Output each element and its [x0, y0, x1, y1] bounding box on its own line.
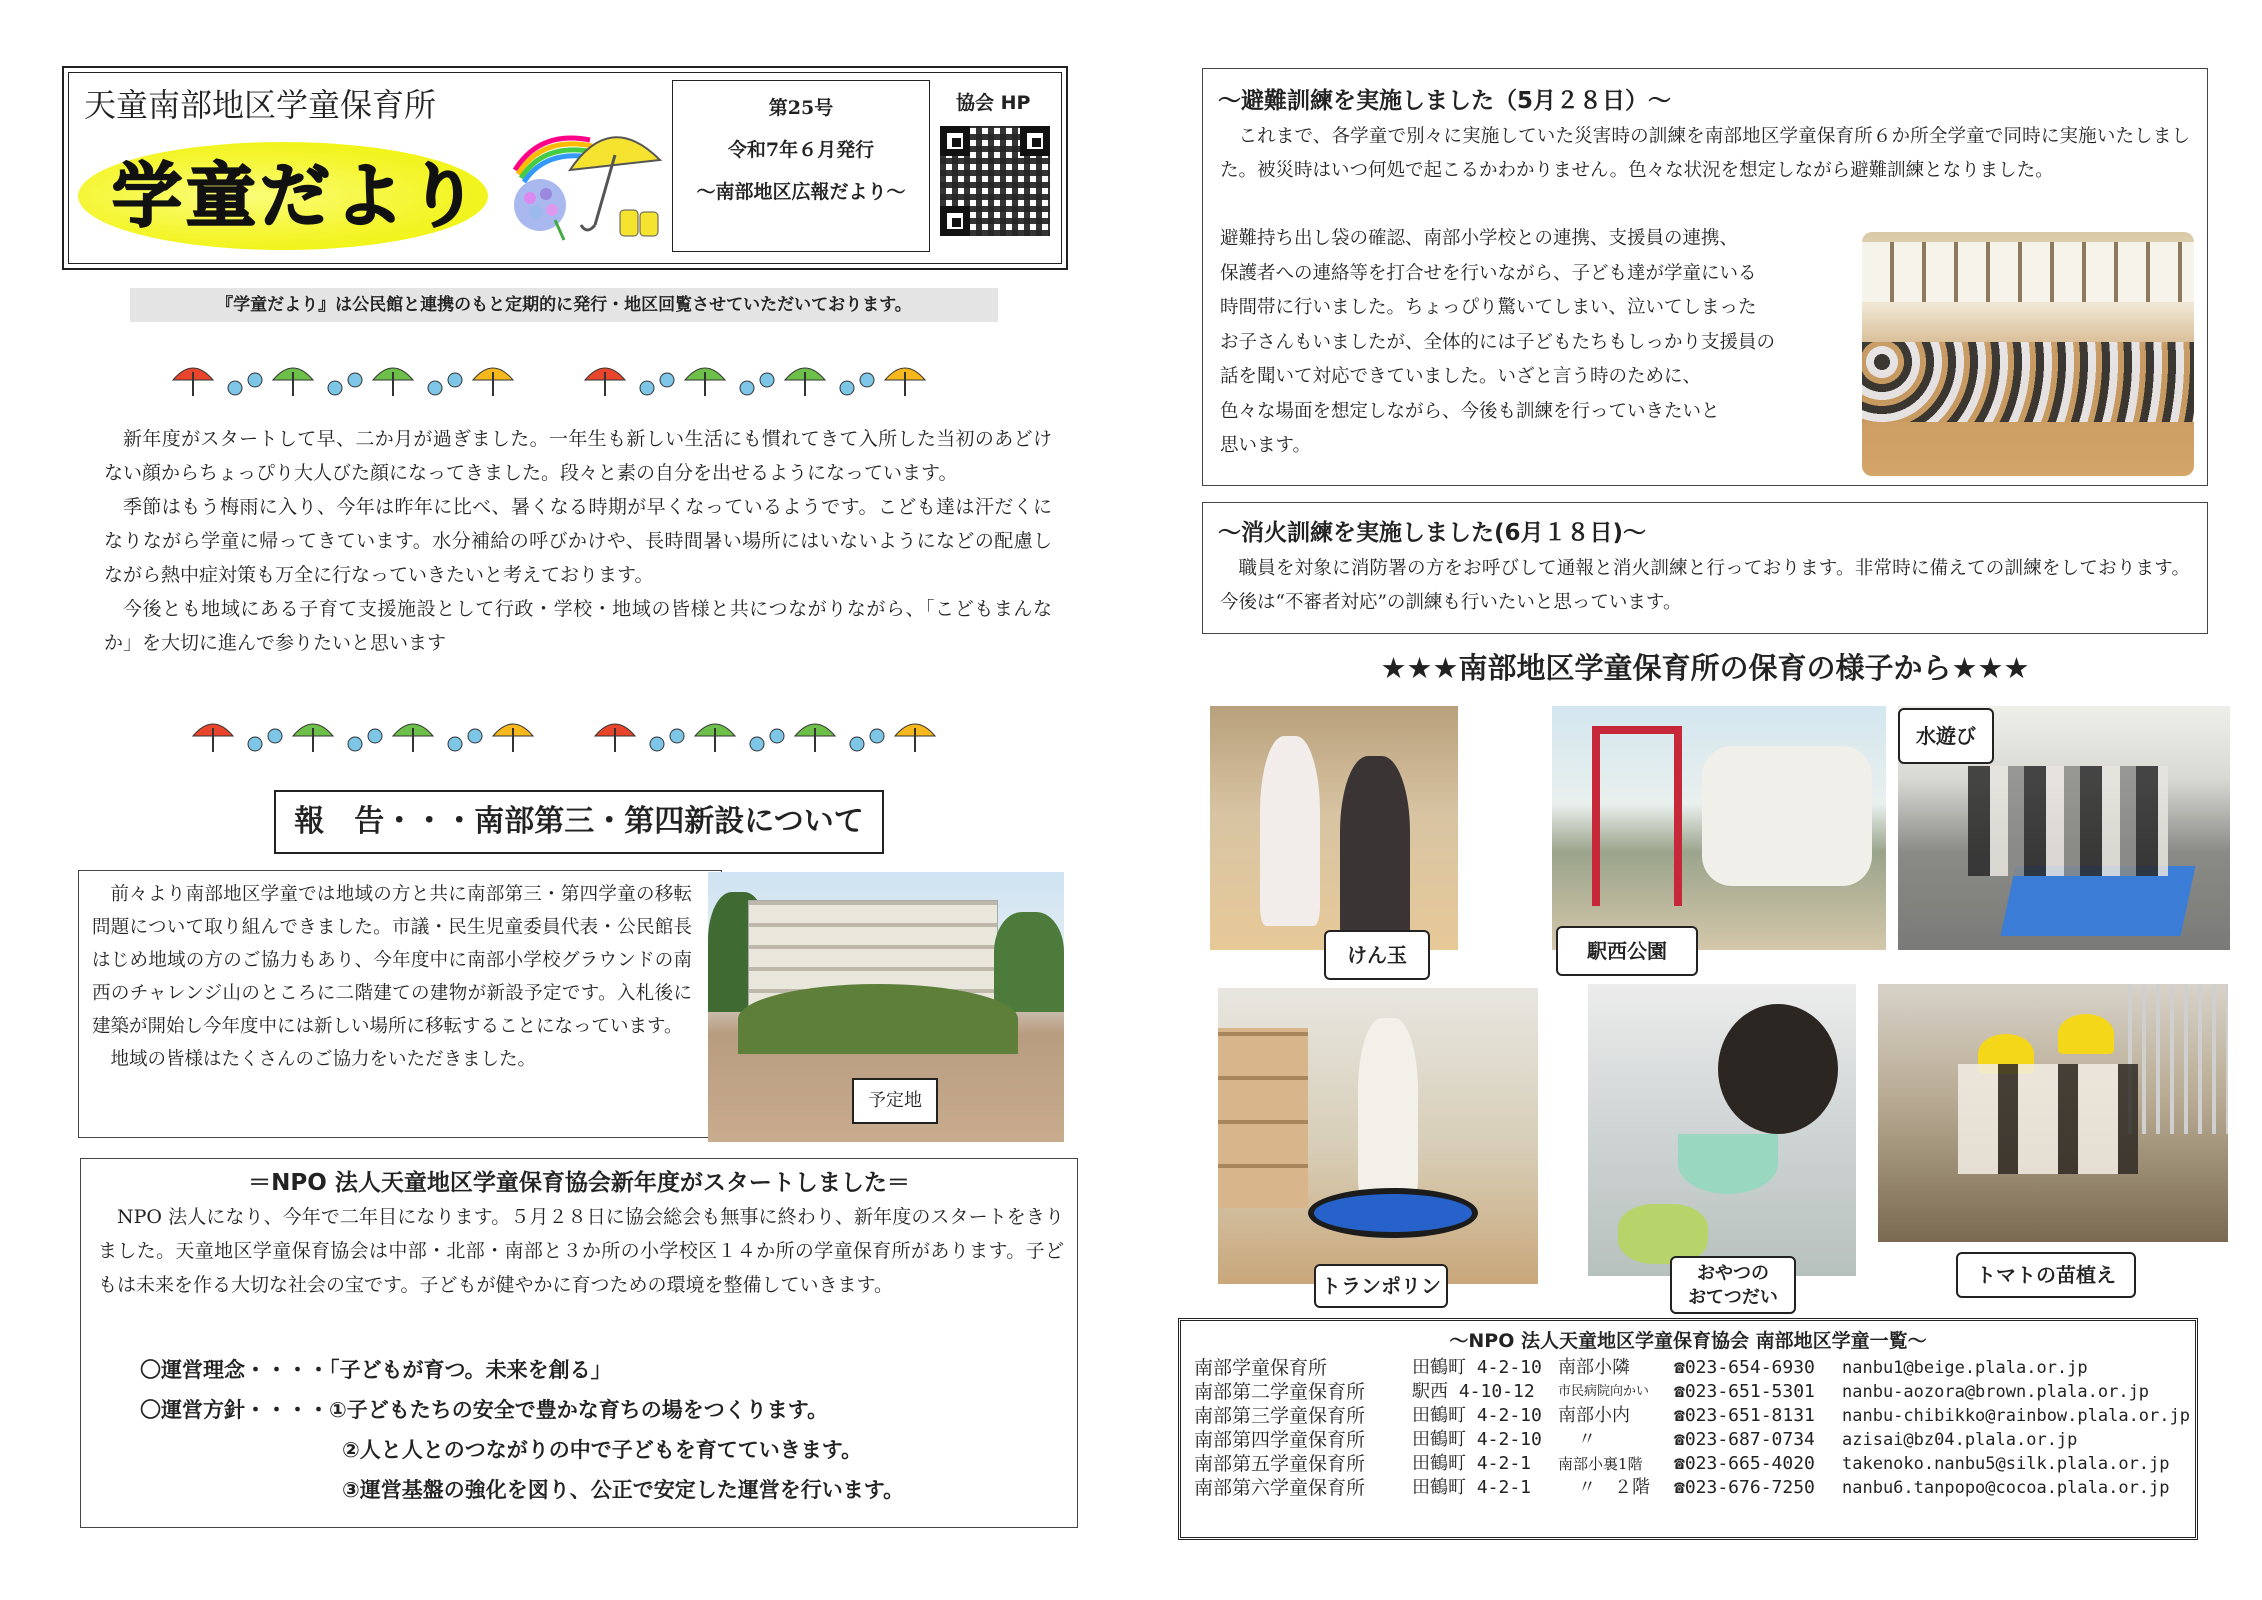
tomato-fence: [2128, 984, 2228, 1134]
contact-note: 南部小裏1階: [1558, 1455, 1643, 1473]
gym-drill-photo: [1862, 232, 2194, 476]
report-paragraph-2: 地域の皆様はたくさんのご協力をいただきました。: [110, 1049, 537, 1070]
label-ekinishi-park: 駅西公園: [1556, 926, 1698, 976]
contact-row: [1194, 1356, 2194, 1380]
drill-intro: これまで、各学童で別々に実施していた災害時の訓練を南部地区学童保育所６か所全学童で同時に実施いたしました。被災時はいつ何処で起こるかわかりません。色々な状況を想定しながら避難訓練となりました。: [1220, 126, 2190, 181]
snack-child: [1718, 1004, 1838, 1134]
photo-mound: [738, 984, 1018, 1054]
qr-finder-bl: [940, 206, 970, 236]
photo-tomato-planting: [1878, 984, 2228, 1242]
label-kendama: けん玉: [1324, 930, 1430, 980]
umbrella-row-bottom: [185, 712, 1005, 762]
drill-line-1: 避難持ち出し袋の確認、南部小学校との連携、支援員の連携、: [1220, 228, 1739, 249]
fire-body: 職員を対象に消防署の方をお呼びして通報と消火訓練と行っております。非常時に備えての訓練をしております。今後は“不審者対応”の訓練も行いたいと思っています。: [1220, 558, 2190, 613]
contact-note: 南部小隣: [1558, 1357, 1630, 1378]
contact-address: 田鶴町 4-2-10: [1412, 1405, 1542, 1426]
contact-note: 〃 ２階: [1578, 1477, 1650, 1498]
umbrella-row-top: [165, 356, 985, 406]
contact-email[interactable]: nanbu-chibikko@rainbow.plala.or.jp: [1842, 1406, 2190, 1426]
contact-row: [1194, 1476, 2194, 1500]
npo-houshin-1: 〇運営方針・・・・①子どもたちの安全で豊かな育ちの場をつくります。: [140, 1398, 829, 1422]
contact-note: 〃: [1578, 1429, 1596, 1450]
photo-kendama: [1210, 706, 1458, 950]
issue-number: 第25号: [768, 97, 834, 119]
photo-trampoline: [1218, 988, 1538, 1284]
contact-address: 駅西 4-10-12: [1412, 1381, 1535, 1402]
contact-row: [1194, 1404, 2194, 1428]
report-paragraph-1: 前々より南部地区学童では地域の方と共に南部第三・第四学童の移転問題について取り組んできました。市議・民生児童委員代表・公民館長はじめ地域の方のご協力もあり、今年度中に南部小学校グラウンドの南西のチャレンジ山のところに二階建ての建物が新設予定です。入札後に建築が開始し今年度中には新しい場所に移転することになっています。: [92, 884, 692, 1037]
qr-finder-tl: [940, 126, 970, 156]
contact-name: 南部第二学童保育所: [1194, 1381, 1366, 1403]
contact-note: 南部小内: [1558, 1405, 1630, 1426]
contact-phone[interactable]: ☎023-665-4020: [1674, 1453, 1815, 1474]
hp-label: 協会 HP: [956, 92, 1031, 114]
contact-phone[interactable]: ☎023-676-7250: [1674, 1477, 1815, 1498]
trampoline-shelf: [1218, 1028, 1308, 1208]
contact-row: [1194, 1428, 2194, 1452]
intro-section: [104, 422, 1052, 660]
contact-email[interactable]: takenoko.nanbu5@silk.plala.or.jp: [1842, 1454, 2170, 1474]
umbrella-hydrangea-illustration: [500, 100, 670, 250]
notice-bar: 『学童だより』は公民館と連携のもと定期的に発行・地区回覧させていただいております。: [130, 288, 998, 322]
report-text: [92, 878, 692, 1076]
kendama-child-2: [1340, 756, 1410, 946]
npo-houshin-2: ②人と人とのつながりの中で子どもを育てていきます。: [342, 1438, 863, 1462]
issue-date: 令和7年６月発行: [727, 139, 875, 161]
contacts-heading: ～NPO 法人天童地区学童保育協会 南部地区学童一覧～: [1449, 1330, 1927, 1352]
fire-heading: ～消火訓練を実施しました(6月１８日)～: [1218, 520, 1647, 546]
site-photo-label: 予定地: [852, 1078, 938, 1124]
gym-children-crowd: [1862, 342, 2194, 422]
qr-code[interactable]: [940, 126, 1050, 236]
water-tarp: [2001, 866, 2196, 936]
org-name: 天童南部地区学童保育所: [84, 86, 437, 124]
contact-name: 南部第四学童保育所: [1194, 1429, 1366, 1451]
contact-name: 南部第三学童保育所: [1194, 1405, 1366, 1427]
tomato-hat-2: [2058, 1014, 2114, 1054]
contact-address: 田鶴町 4-2-1: [1412, 1453, 1532, 1474]
intro-paragraph-1: 新年度がスタートして早、二か月が過ぎました。一年生も新しい生活にも慣れてきて入所した当初のあどけない顔からちょっぴり大人びた顔になってきました。段々と素の自分を出せるようになっています。: [104, 428, 1052, 484]
photo-ekinishi-park: [1552, 706, 1886, 950]
contact-phone[interactable]: ☎023-654-6930: [1674, 1357, 1815, 1378]
drill-heading: ～避難訓練を実施しました（5月２８日）～: [1218, 88, 1672, 114]
park-red-frame: [1592, 726, 1682, 906]
drill-line-4: お子さんもいましたが、全体的には子どもたちもしっかり支援員の: [1220, 331, 1776, 353]
npo-rinen: 〇運営理念・・・・「子どもが育つ。未来を創る」: [140, 1358, 612, 1382]
qr-finder-tr: [1020, 126, 1050, 156]
contact-email[interactable]: nanbu6.tanpopo@cocoa.plala.or.jp: [1842, 1478, 2170, 1498]
contact-name: 南部第五学童保育所: [1194, 1453, 1366, 1475]
contact-phone[interactable]: ☎023-651-5301: [1674, 1381, 1815, 1402]
npo-houshin-3: ③運営基盤の強化を図り、公正で安定した運営を行います。: [342, 1478, 905, 1502]
tomato-children: [1958, 1064, 2138, 1174]
label-water-play: 水遊び: [1898, 708, 1994, 764]
contact-note: 市民病院向かい: [1558, 1384, 1650, 1399]
contacts-list: [1194, 1356, 2194, 1500]
issue-info-box: [672, 80, 930, 252]
drill-lines: [1220, 222, 1775, 464]
umbrella-drop-icons-2: [185, 712, 1005, 762]
contact-phone[interactable]: ☎023-651-8131: [1674, 1405, 1815, 1426]
trampoline-mat: [1308, 1188, 1478, 1238]
drill-line-7: 思います。: [1220, 435, 1312, 456]
label-trampoline: トランポリン: [1314, 1264, 1448, 1308]
contact-email[interactable]: nanbu1@beige.plala.or.jp: [1842, 1358, 2088, 1378]
drill-line-2: 保護者への連絡等を打合せを行いながら、子ども達が学童にいる: [1220, 262, 1757, 284]
drill-line-6: 色々な場面を想定しながら、今後も訓練を行っていきたいと: [1220, 400, 1720, 422]
npo-body: NPO 法人になり、今年で二年目になります。５月２８日に協会総会も無事に終わり、新年度のスタートをきりました。天童地区学童保育協会は中部・北部・南部と３か所の小学校区１４か所の学童保育所があります。子どもは未来を作る大切な社会の宝です。子どもが健やかに育つための環境を整備していきます。: [98, 1206, 1064, 1296]
contact-name: 南部第六学童保育所: [1194, 1477, 1366, 1499]
npo-policy: [140, 1350, 904, 1510]
report-heading: 報 告・・・南部第三・第四新設について: [274, 790, 884, 854]
label-snack-line-1: おやつの: [1697, 1263, 1769, 1284]
contact-email[interactable]: azisai@bz04.plala.or.jp: [1842, 1430, 2078, 1450]
contact-email[interactable]: nanbu-aozora@brown.plala.or.jp: [1842, 1382, 2150, 1402]
snack-beans: [1618, 1204, 1708, 1264]
photo-trees-right: [994, 912, 1064, 1012]
newsletter-title: 学童だより: [112, 155, 482, 237]
contact-name: 南部学童保育所: [1194, 1357, 1328, 1379]
kendama-child-1: [1260, 736, 1320, 926]
contact-address: 田鶴町 4-2-10: [1412, 1429, 1542, 1450]
drill-line-5: 話を聞いて対応できていました。いざと言う時のために、: [1220, 366, 1702, 387]
gallery-heading: ★★★南部地区学童保育所の保育の様子から★★★: [1380, 651, 2030, 685]
intro-paragraph-3: 今後とも地域にある子育て支援施設として行政・学校・地域の皆様と共につながりながら、「こどもまんなか」を大切に進んで参りたいと思います: [104, 598, 1052, 654]
label-snack-line-2: おてつだい: [1688, 1287, 1778, 1308]
npo-heading: ＝NPO 法人天童地区学童保育協会新年度がスタートしました＝: [248, 1170, 910, 1196]
contact-address: 田鶴町 4-2-1: [1412, 1477, 1532, 1498]
intro-paragraph-2: 季節はもう梅雨に入り、今年は昨年に比べ、暑くなる時期が早くなっているようです。こども達は汗だくになりながら学童に帰ってきています。水分補給の呼びかけや、長時間暑い場所にはいないようになどの配慮しながら熱中症対策も万全に行なっていきたいと考えております。: [104, 496, 1052, 586]
drill-line-3: 時間帯に行いました。ちょっぴり驚いてしまい、泣いてしまった: [1220, 297, 1757, 318]
label-tomato-planting: トマトの苗植え: [1956, 1252, 2136, 1298]
contact-row: [1194, 1380, 2194, 1404]
park-climbing-wall: [1702, 746, 1872, 886]
issue-subtitle: ～南部地区広報だより～: [696, 181, 906, 203]
contact-phone[interactable]: ☎023-687-0734: [1674, 1429, 1815, 1450]
label-snack-help: [1670, 1256, 1796, 1314]
gym-windows: [1862, 242, 2194, 302]
umbrella-drop-icons: [165, 356, 985, 406]
water-children: [1968, 766, 2168, 876]
photo-snack-help: [1588, 984, 1856, 1276]
contact-row: [1194, 1452, 2194, 1476]
trampoline-child: [1358, 1018, 1418, 1198]
contact-address: 田鶴町 4-2-10: [1412, 1357, 1542, 1378]
snack-bowl: [1678, 1134, 1778, 1194]
